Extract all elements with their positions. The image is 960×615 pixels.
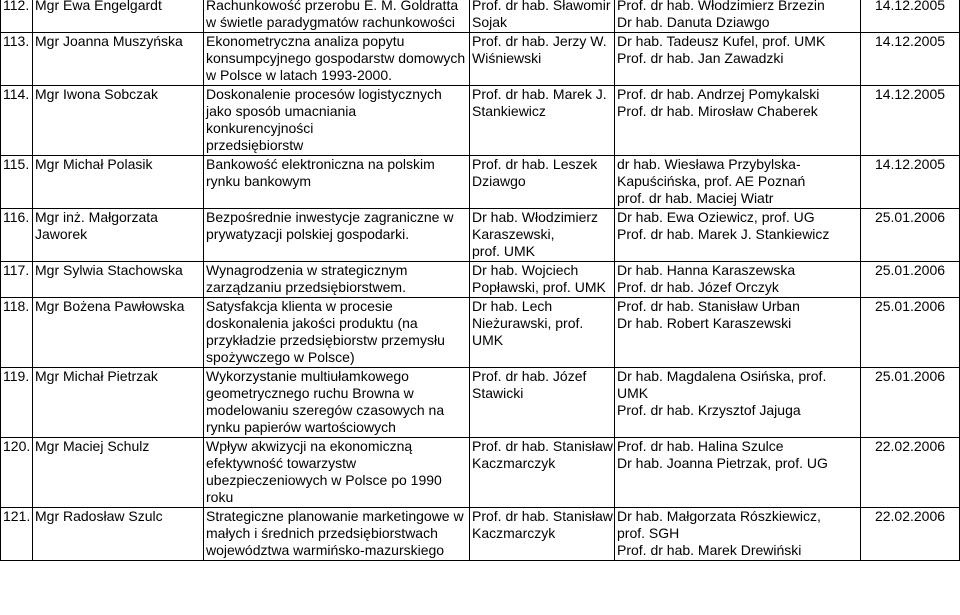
row-number: 113. xyxy=(1,33,33,86)
reviewers-line: Dr hab. Magdalena Osińska, prof. xyxy=(617,368,827,384)
promoter xyxy=(470,438,615,508)
row-number: 119. xyxy=(1,368,33,438)
reviewers-line: UMK xyxy=(617,385,649,401)
reviewers xyxy=(615,368,861,438)
defense-date: 14.12.2005 xyxy=(861,0,960,33)
dissertation-title xyxy=(204,368,470,438)
title-line: w Polsce w latach 1993-2000. xyxy=(206,67,392,83)
promoter-line: Dziawgo xyxy=(472,173,526,189)
title-line: zarządzaniu przedsiębiorstwem. xyxy=(206,279,406,295)
reviewers-line: Dr hab. Joanna Pietrzak, prof. UG xyxy=(617,455,828,471)
name-line: Mgr Michał Polasik xyxy=(35,156,153,172)
table-row xyxy=(1,0,960,33)
reviewers xyxy=(615,0,861,33)
promoter-line: Prof. dr hab. Sławomir xyxy=(472,0,611,13)
promoter-line: Kaczmarczyk xyxy=(472,455,556,471)
row-number: 112. xyxy=(1,0,33,33)
title-line: Bezpośrednie inwestycje zagraniczne w xyxy=(206,209,454,225)
defense-date: 22.02.2006 xyxy=(861,508,960,561)
reviewers xyxy=(615,86,861,156)
promoter-line: UMK xyxy=(472,332,504,348)
table-row xyxy=(1,156,960,209)
table-row xyxy=(1,438,960,508)
promoter-line: Prof. dr hab. Leszek xyxy=(472,156,598,172)
reviewers-line: Dr hab. Małgorzata Rószkiewicz, xyxy=(617,508,821,524)
promoter-line: Prof. dr hab. Józef xyxy=(472,368,587,384)
row-number: 121. xyxy=(1,508,33,561)
defense-date: 14.12.2005 xyxy=(861,156,960,209)
reviewers-line: Prof. dr hab. Halina Szulce xyxy=(617,438,784,454)
defense-date: 25.01.2006 xyxy=(861,298,960,368)
promoter-line: Dr hab. Wojciech xyxy=(472,262,579,278)
title-line: geometrycznego ruchu Browna w xyxy=(206,385,414,401)
reviewers-line: Prof. dr hab. Marek Drewiński xyxy=(617,542,802,558)
reviewers-line: Prof. dr hab. Andrzej Pomykalski xyxy=(617,86,820,102)
reviewers-line: Dr hab. Hanna Karaszewska xyxy=(617,262,796,278)
title-line: Wykorzystanie multiułamkowego xyxy=(206,368,409,384)
title-line: przedsiębiorstw xyxy=(206,137,304,153)
row-number: 116. xyxy=(1,209,33,262)
promoter-line: Nieżurawski, prof. xyxy=(472,315,584,331)
title-line: Doskonalenie procesów logistycznych xyxy=(206,86,442,102)
candidate-name xyxy=(33,0,204,33)
dissertation-title xyxy=(204,262,470,298)
promoter xyxy=(470,368,615,438)
promoter-line: Prof. dr hab. Stanisław xyxy=(472,438,613,454)
table-row xyxy=(1,262,960,298)
promoter-line: Prof. dr hab. Jerzy W. xyxy=(472,33,607,49)
title-line: małych i średnich przedsiębiorstwach xyxy=(206,525,438,541)
reviewers-line: Kapuścińska, prof. AE Poznań xyxy=(617,173,806,189)
title-line: przykładzie przedsiębiorstw przemysłu xyxy=(206,332,445,348)
candidate-name xyxy=(33,368,204,438)
reviewers-line: Prof. dr hab. Mirosław Chaberek xyxy=(617,103,818,119)
reviewers-line: Dr hab. Robert Karaszewski xyxy=(617,315,792,331)
title-line: spożywczego w Polsce) xyxy=(206,349,355,365)
title-line: Ekonometryczna analiza popytu xyxy=(206,33,405,49)
name-line: Mgr Michał Pietrzak xyxy=(35,368,158,384)
title-line: Satysfakcja klienta w procesie xyxy=(206,298,393,314)
table-row xyxy=(1,368,960,438)
promoter xyxy=(470,508,615,561)
dissertation-title xyxy=(204,86,470,156)
row-number: 117. xyxy=(1,262,33,298)
defense-date: 14.12.2005 xyxy=(861,86,960,156)
candidate-name xyxy=(33,298,204,368)
title-line: Wynagrodzenia w strategicznym xyxy=(206,262,408,278)
name-line: Mgr Bożena Pawłowska xyxy=(35,298,185,314)
title-line: modelowaniu szeregów czasowych na xyxy=(206,402,445,418)
candidate-name xyxy=(33,508,204,561)
promoter xyxy=(470,0,615,33)
table-row xyxy=(1,508,960,561)
reviewers-line: prof. dr hab. Maciej Wiatr xyxy=(617,190,774,206)
name-line: Mgr Maciej Schulz xyxy=(35,438,150,454)
dissertation-title xyxy=(204,0,470,33)
reviewers-line: Dr hab. Danuta Dziawgo xyxy=(617,14,770,30)
title-line: województwa warmińsko-mazurskiego xyxy=(206,542,445,558)
dissertation-title xyxy=(204,298,470,368)
table-row xyxy=(1,298,960,368)
defense-date: 22.02.2006 xyxy=(861,438,960,508)
title-line: Wpływ akwizycji na ekonomiczną xyxy=(206,438,413,454)
reviewers xyxy=(615,262,861,298)
table-row xyxy=(1,33,960,86)
dissertation-title xyxy=(204,438,470,508)
promoter xyxy=(470,33,615,86)
title-line: doskonalenia jakości produktu (na xyxy=(206,315,418,331)
reviewers-line: prof. SGH xyxy=(617,525,680,541)
promoter xyxy=(470,209,615,262)
name-line: Mgr Ewa Engelgardt xyxy=(35,0,162,13)
promoter-line: prof. UMK xyxy=(472,243,536,259)
table-row xyxy=(1,86,960,156)
reviewers xyxy=(615,298,861,368)
promoter-line: Stankiewicz xyxy=(472,103,546,119)
promoter-line: Stawicki xyxy=(472,385,524,401)
reviewers-line: Prof. dr hab. Włodzimierz Brzezin xyxy=(617,0,825,13)
row-number: 118. xyxy=(1,298,33,368)
promoter-line: Kaczmarczyk xyxy=(472,525,556,541)
title-line: Rachunkowość przerobu E. M. Goldratta xyxy=(206,0,459,13)
promoter-line: Prof. dr hab. Marek J. xyxy=(472,86,607,102)
promoter-line: Prof. dr hab. Stanisław xyxy=(472,508,613,524)
promoter-line: Sojak xyxy=(472,14,508,30)
reviewers-line: Dr hab. Ewa Oziewicz, prof. UG xyxy=(617,209,815,225)
title-line: rynku bankowym xyxy=(206,173,312,189)
dissertation-title xyxy=(204,508,470,561)
table-body xyxy=(1,0,960,561)
title-line: roku xyxy=(206,489,234,505)
name-line: Mgr Iwona Sobczak xyxy=(35,86,158,102)
reviewers xyxy=(615,156,861,209)
promoter xyxy=(470,262,615,298)
name-line: Mgr Radosław Szulc xyxy=(35,508,163,524)
candidate-name xyxy=(33,209,204,262)
defense-date: 14.12.2005 xyxy=(861,33,960,86)
title-line: ubezpieczeniowych w Polsce po 1990 xyxy=(206,472,442,488)
reviewers-line: Prof. dr hab. Stanisław Urban xyxy=(617,298,800,314)
title-line: konsumpcyjnego gospodarstw domowych xyxy=(206,50,466,66)
promoter xyxy=(470,156,615,209)
defense-date: 25.01.2006 xyxy=(861,368,960,438)
title-line: Bankowość elektroniczna na polskim xyxy=(206,156,435,172)
promoter-line: Popławski, prof. UMK xyxy=(472,279,606,295)
candidate-name xyxy=(33,438,204,508)
reviewers xyxy=(615,209,861,262)
row-number: 114. xyxy=(1,86,33,156)
reviewers-line: Prof. dr hab. Krzysztof Jajuga xyxy=(617,402,801,418)
name-line: Jaworek xyxy=(35,226,88,242)
table-row xyxy=(1,209,960,262)
reviewers xyxy=(615,508,861,561)
reviewers-line: Dr hab. Tadeusz Kufel, prof. UMK xyxy=(617,33,826,49)
candidate-name xyxy=(33,156,204,209)
name-line: Mgr Joanna Muszyńska xyxy=(35,33,183,49)
reviewers-line: Prof. dr hab. Marek J. Stankiewicz xyxy=(617,226,830,242)
promoter xyxy=(470,298,615,368)
name-line: Mgr inż. Małgorzata xyxy=(35,209,158,225)
dissertation-title xyxy=(204,209,470,262)
title-line: rynku papierów wartościowych xyxy=(206,419,396,435)
row-number: 120. xyxy=(1,438,33,508)
promoter-line: Dr hab. Lech xyxy=(472,298,553,314)
reviewers xyxy=(615,438,861,508)
reviewers-line: dr hab. Wiesława Przybylska- xyxy=(617,156,801,172)
candidate-name xyxy=(33,262,204,298)
dissertation-title xyxy=(204,33,470,86)
row-number: 115. xyxy=(1,156,33,209)
title-line: efektywność towarzystw xyxy=(206,455,357,471)
reviewers-line: Prof. dr hab. Jan Zawadzki xyxy=(617,50,784,66)
defense-date: 25.01.2006 xyxy=(861,262,960,298)
promoter-line: Karaszewski, xyxy=(472,226,555,242)
promoter-line: Wiśniewski xyxy=(472,50,542,66)
reviewers-line: Prof. dr hab. Józef Orczyk xyxy=(617,279,779,295)
promoter xyxy=(470,86,615,156)
title-line: Strategiczne planowanie marketingowe w xyxy=(206,508,464,524)
promoter-line: Dr hab. Włodzimierz xyxy=(472,209,599,225)
candidate-name xyxy=(33,86,204,156)
dissertation-title xyxy=(204,156,470,209)
title-line: prywatyzacji polskiej gospodarki. xyxy=(206,226,410,242)
name-line: Mgr Sylwia Stachowska xyxy=(35,262,183,278)
title-line: jako sposób umacniania konkurencyjności xyxy=(206,103,357,136)
reviewers xyxy=(615,33,861,86)
candidate-name xyxy=(33,33,204,86)
defense-date: 25.01.2006 xyxy=(861,209,960,262)
title-line: w świetle paradygmatów rachunkowości xyxy=(206,14,455,30)
